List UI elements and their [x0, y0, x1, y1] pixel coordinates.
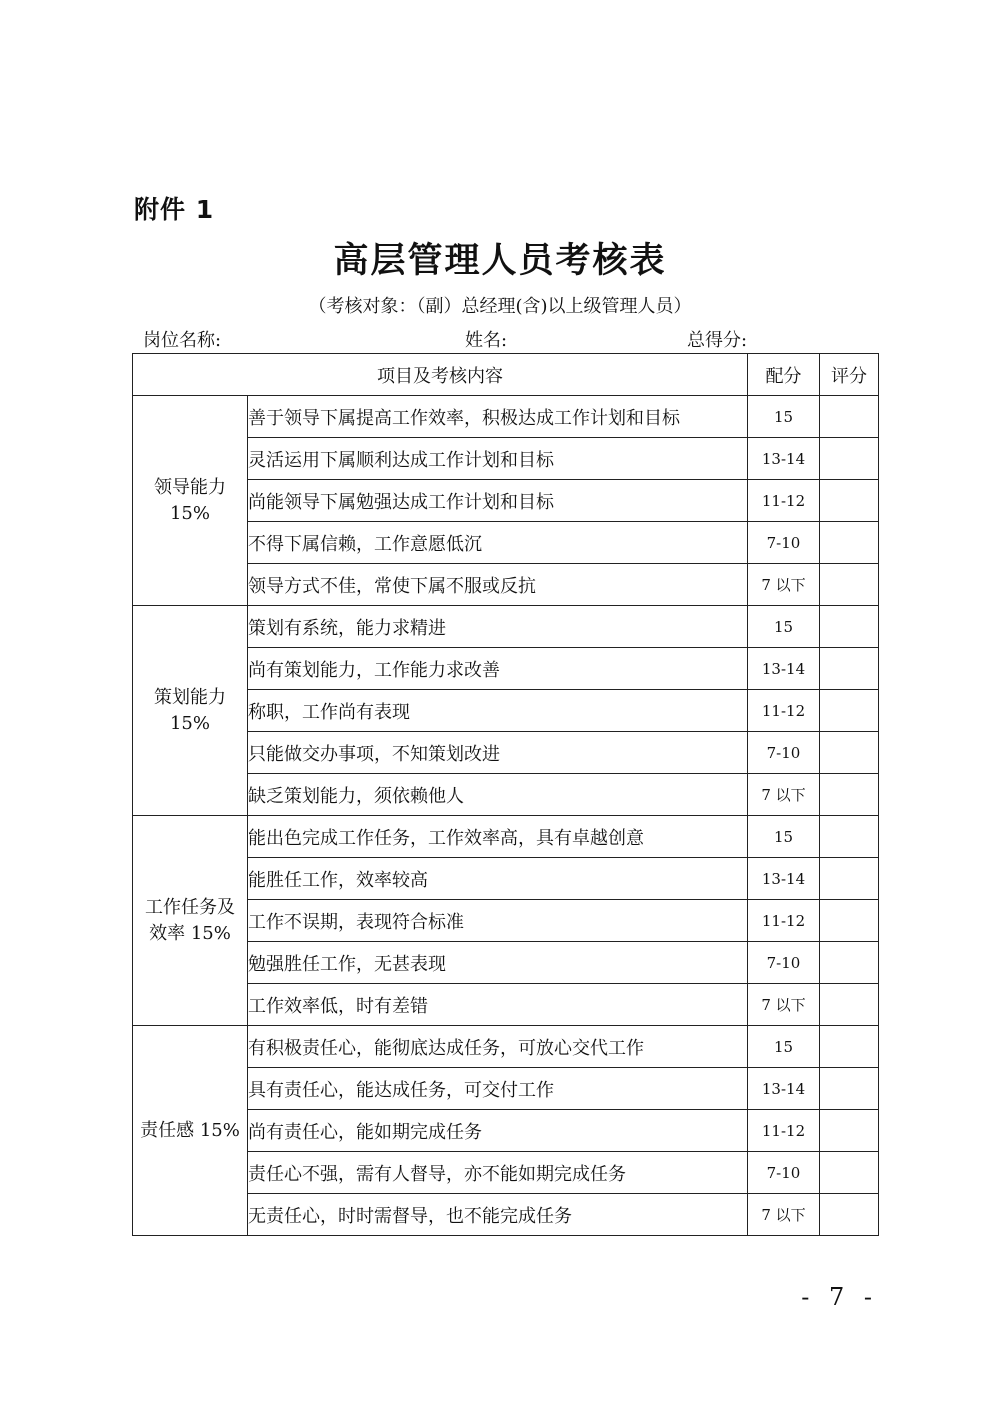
points-cell: 11-12	[748, 690, 820, 732]
category-cell	[133, 606, 248, 816]
criterion-text: 能出色完成工作任务，工作效率高，具有卓越创意	[248, 816, 748, 858]
rating-input-cell[interactable]	[820, 942, 879, 984]
points-cell: 11-12	[748, 480, 820, 522]
rating-input-cell[interactable]	[820, 438, 879, 480]
rating-input-cell[interactable]	[820, 522, 879, 564]
category-weight: 15%	[169, 712, 210, 734]
criterion-text: 称职，工作尚有表现	[248, 690, 748, 732]
points-cell: 13-14	[748, 1068, 820, 1110]
category-name: 责任感 15%	[140, 1119, 240, 1141]
criterion-text: 能胜任工作，效率较高	[248, 858, 748, 900]
category-cell	[133, 396, 248, 606]
points-cell: 7-10	[748, 942, 820, 984]
criterion-text: 工作效率低，时有差错	[248, 984, 748, 1026]
rating-input-cell[interactable]	[820, 480, 879, 522]
page-title: 高层管理人员考核表	[333, 240, 667, 281]
category-name: 工作任务及	[145, 896, 235, 918]
criterion-text: 只能做交办事项，不知策划改进	[248, 732, 748, 774]
criterion-text: 尚能领导下属勉强达成工作计划和目标	[248, 480, 748, 522]
rating-input-cell[interactable]	[820, 1194, 879, 1236]
rating-input-cell[interactable]	[820, 900, 879, 942]
header-content: 项目及考核内容	[133, 354, 748, 396]
points-cell: 13-14	[748, 858, 820, 900]
rating-input-cell[interactable]	[820, 396, 879, 438]
table-row	[133, 816, 879, 858]
category-name: 策划能力	[154, 686, 226, 708]
criterion-text: 尚有责任心，能如期完成任务	[248, 1110, 748, 1152]
points-cell: 15	[748, 396, 820, 438]
total-score-field-label: 总得分:	[687, 330, 748, 351]
points-cell: 15	[748, 606, 820, 648]
rating-input-cell[interactable]	[820, 1026, 879, 1068]
rating-input-cell[interactable]	[820, 606, 879, 648]
rating-input-cell[interactable]	[820, 564, 879, 606]
criterion-text: 领导方式不佳，常使下属不服或反抗	[248, 564, 748, 606]
criterion-text: 工作不误期，表现符合标准	[248, 900, 748, 942]
points-cell: 11-12	[748, 900, 820, 942]
assessment-table	[132, 353, 879, 1236]
criterion-text: 有积极责任心，能彻底达成任务，可放心交代工作	[248, 1026, 748, 1068]
attachment-label: 附件 1	[134, 195, 215, 224]
rating-input-cell[interactable]	[820, 774, 879, 816]
header-rating: 评分	[820, 354, 879, 396]
category-weight: 效率 15%	[149, 922, 231, 944]
criterion-text: 具有责任心，能达成任务，可交付工作	[248, 1068, 748, 1110]
points-cell: 7 以下	[748, 774, 820, 816]
table-row	[133, 396, 879, 438]
points-cell: 7-10	[748, 732, 820, 774]
name-field-label: 姓名:	[465, 330, 508, 351]
rating-input-cell[interactable]	[820, 1152, 879, 1194]
criterion-text: 缺乏策划能力，须依赖他人	[248, 774, 748, 816]
rating-input-cell[interactable]	[820, 816, 879, 858]
criterion-text: 勉强胜任工作，无甚表现	[248, 942, 748, 984]
criterion-text: 责任心不强，需有人督导，亦不能如期完成任务	[248, 1152, 748, 1194]
category-weight: 15%	[169, 502, 210, 524]
rating-input-cell[interactable]	[820, 648, 879, 690]
table-row	[133, 1026, 879, 1068]
criterion-text: 策划有系统，能力求精进	[248, 606, 748, 648]
rating-input-cell[interactable]	[820, 1068, 879, 1110]
points-cell: 7 以下	[748, 1194, 820, 1236]
rating-input-cell[interactable]	[820, 732, 879, 774]
table-header-row	[133, 354, 879, 396]
category-cell	[133, 816, 248, 1026]
page-subtitle: （考核对象：（副）总经理(含)以上级管理人员）	[308, 296, 692, 317]
rating-input-cell[interactable]	[820, 984, 879, 1026]
header-points: 配分	[748, 354, 820, 396]
points-cell: 15	[748, 816, 820, 858]
position-field-label: 岗位名称:	[143, 330, 222, 351]
criterion-text: 尚有策划能力，工作能力求改善	[248, 648, 748, 690]
criterion-text: 灵活运用下属顺利达成工作计划和目标	[248, 438, 748, 480]
points-cell: 7 以下	[748, 984, 820, 1026]
category-cell	[133, 1026, 248, 1236]
rating-input-cell[interactable]	[820, 858, 879, 900]
criterion-text: 不得下属信赖，工作意愿低沉	[248, 522, 748, 564]
points-cell: 7 以下	[748, 564, 820, 606]
table-body	[133, 396, 879, 1236]
points-cell: 7-10	[748, 1152, 820, 1194]
category-name: 领导能力	[154, 476, 226, 498]
points-cell: 15	[748, 1026, 820, 1068]
rating-input-cell[interactable]	[820, 690, 879, 732]
points-cell: 13-14	[748, 648, 820, 690]
points-cell: 7-10	[748, 522, 820, 564]
points-cell: 13-14	[748, 438, 820, 480]
points-cell: 11-12	[748, 1110, 820, 1152]
page-number: - 7 -	[801, 1283, 878, 1311]
table-row	[133, 606, 879, 648]
rating-input-cell[interactable]	[820, 1110, 879, 1152]
criterion-text: 善于领导下属提高工作效率，积极达成工作计划和目标	[248, 396, 748, 438]
criterion-text: 无责任心，时时需督导，也不能完成任务	[248, 1194, 748, 1236]
